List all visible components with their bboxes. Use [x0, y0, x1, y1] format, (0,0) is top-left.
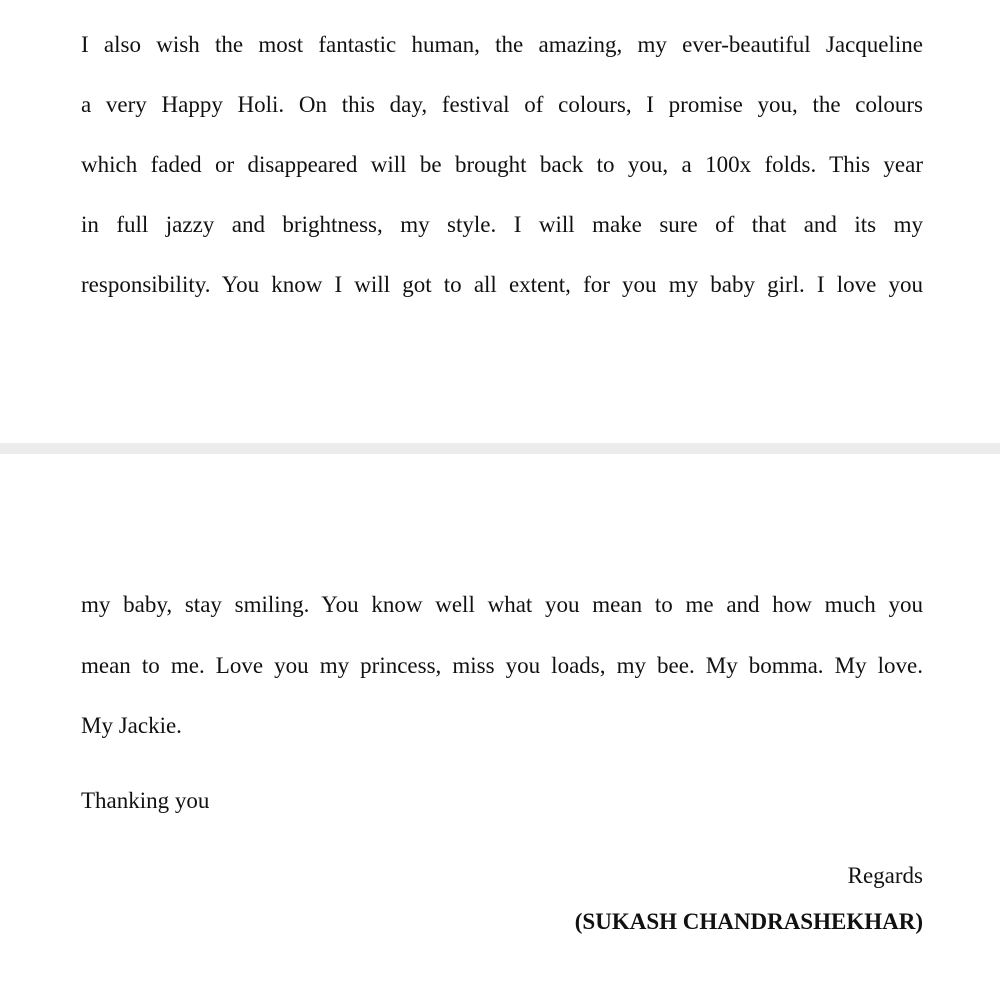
regards-text: Regards [847, 863, 923, 888]
body-text-line: mean to me. Love you my princess, miss you loads, my bee. My bomma. My love. [81, 653, 923, 678]
body-text-line: responsibility. You know I will got to all extent, for you my baby girl. I love you [81, 272, 923, 297]
page-separator [0, 443, 1000, 454]
body-text-line: My Jackie. [81, 713, 182, 738]
body-text-line: my baby, stay smiling. You know well what you mean to me and how much you [81, 592, 923, 617]
letter-page-bottom [0, 454, 1000, 1000]
signature-name: (SUKASH CHANDRASHEKHAR) [574, 909, 923, 934]
body-text-line: I also wish the most fantastic human, the amazing, my ever-beautiful Jacqueline [81, 32, 923, 57]
letter-page-top [0, 0, 1000, 443]
closing-text: Thanking you [81, 788, 210, 813]
body-text-line: in full jazzy and brightness, my style. I will make sure of that and its my [81, 212, 923, 237]
body-text-line: which faded or disappeared will be brought back to you, a 100x folds. This year [81, 152, 923, 177]
body-text-line: a very Happy Holi. On this day, festival of colours, I promise you, the colours [81, 92, 923, 117]
